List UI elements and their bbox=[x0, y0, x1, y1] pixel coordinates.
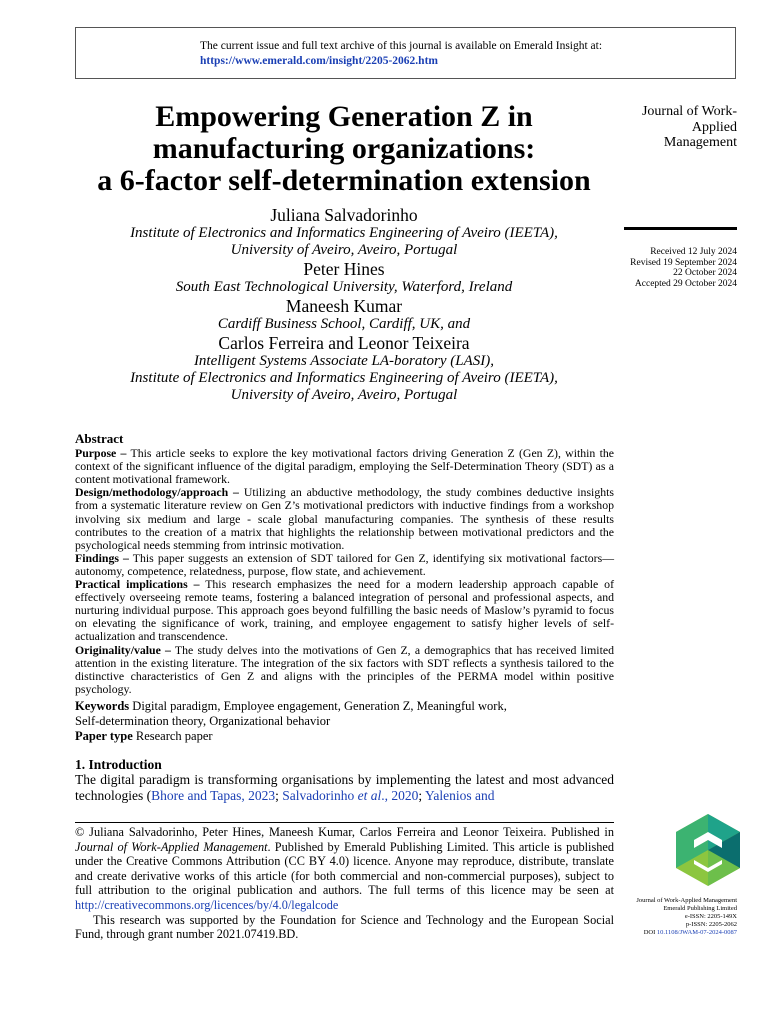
abstract-design bbox=[75, 486, 614, 551]
licence-link[interactable]: http://creativecommons.org/licences/by/4.0/legalcode bbox=[75, 897, 339, 912]
accepted-date: Accepted 29 October 2024 bbox=[634, 278, 737, 289]
author-affiliation: South East Technological University, Waterford, Ireland bbox=[175, 279, 513, 295]
emerald-logo-icon bbox=[674, 814, 742, 886]
journal-url-link[interactable]: https://www.emerald.com/insight/2205-2062.htm bbox=[200, 55, 438, 67]
intro-text: The digital paradigm is transforming organisations by implementing the latest and most advanced technologies ( bbox=[75, 772, 614, 803]
abstract-label: Practical implications – bbox=[75, 577, 200, 592]
abstract-label: Originality/value – bbox=[75, 642, 171, 657]
meta-eissn: e-ISSN: 2205-149X bbox=[684, 913, 737, 920]
side-divider bbox=[624, 227, 737, 230]
abstract-purpose bbox=[75, 447, 614, 486]
copyright-note bbox=[75, 825, 614, 913]
abstract-findings bbox=[75, 552, 614, 578]
author-affiliation: Institute of Electronics and Informatics Engineering of Aveiro (IEETA), bbox=[130, 370, 558, 386]
meta-publisher: Emerald Publishing Limited bbox=[663, 905, 737, 912]
revised-date: 22 October 2024 bbox=[673, 268, 737, 278]
abstract-section bbox=[75, 432, 614, 744]
keywords-text: Digital paradigm, Employee engagement, Generation Z, Meaningful work, bbox=[129, 698, 507, 713]
access-notice-box bbox=[75, 27, 736, 79]
footnote-divider bbox=[75, 822, 614, 823]
journal-title: Journal of Work-Applied Management bbox=[75, 839, 268, 854]
title-line: manufacturing organizations: bbox=[152, 132, 536, 165]
publication-meta bbox=[636, 897, 737, 937]
footnote bbox=[75, 825, 614, 942]
author-name: Peter Hines bbox=[303, 259, 385, 279]
abstract-text: This paper suggests an extension of SDT tailored for Gen Z, identifying six motivational factors—autonomy, competence, relatedness, purpose, flow state, and achievement. bbox=[75, 550, 615, 578]
doi-label: DOI bbox=[643, 929, 657, 936]
author-affiliation: University of Aveiro, Aveiro, Portugal bbox=[230, 242, 458, 258]
citation-link[interactable]: Yalenios and bbox=[425, 788, 495, 803]
abstract-text: The study delves into the motivations of Gen Z, a demographics that has received limited attention in the existing literature. The integration of the six factors with SDT reflects a synthesis tailored to the distinctive characteristics of Gen Z and aligns with the principles of the PERMA model within positive psychology. bbox=[75, 642, 614, 696]
author-affiliation: Intelligent Systems Associate LA-boratory (LASI), bbox=[193, 353, 495, 369]
meta-pissn: p-ISSN: 2205-2062 bbox=[685, 921, 737, 928]
copyright-text: . Published by Emerald Publishing Limited. This article is published under the Creative Commons Attribution (CC BY 4.0) licence. Anyone may reproduce, distribute, translate and create derivative works of this article (for both commercial and non-commercial purposes), subject to full attribution to the original publication and authors. The full terms of this licence may be seen at bbox=[75, 839, 614, 898]
meta-doi bbox=[636, 929, 737, 937]
citation-year: ., 2020 bbox=[381, 788, 419, 803]
funding-note: This research was supported by the Foundation for Science and Technology and the European Social Fund, through grant number 2021.07419.BD. bbox=[75, 912, 614, 942]
abstract-text: This research emphasizes the need for a modern leadership approach capable of effectively overseeing remote teams, fostering a balanced integration of personal and professional aspects, and nurturing individual purpose. This approach goes beyond fulfilling the basic needs of Maslow’s pyramid to focus on elevating the significance of work, training, and employee engagement to satisfy higher levels of self-actualization and transcendence. bbox=[75, 577, 614, 644]
access-notice-text bbox=[200, 39, 602, 69]
abstract-originality bbox=[75, 644, 614, 696]
author-affiliation: University of Aveiro, Aveiro, Portugal bbox=[230, 387, 458, 403]
citation-etal: et al bbox=[357, 788, 382, 803]
revised-date: Revised 19 September 2024 bbox=[630, 257, 737, 268]
keywords-text: Self-determination theory, Organizational behavior bbox=[75, 714, 331, 729]
abstract-label: Findings – bbox=[75, 550, 129, 565]
journal-name-line: Management bbox=[663, 135, 737, 150]
intro-paragraph bbox=[75, 772, 614, 804]
journal-name-line: Journal of Work- bbox=[641, 104, 737, 119]
abstract-practical bbox=[75, 578, 614, 643]
citation-link[interactable]: Bhore and Tapas, 2023 bbox=[151, 788, 276, 803]
abstract-text: This article seeks to explore the key motivational factors driving Generation Z (Gen Z), within the context of the significant influence of the digital paradigm, employing the Self-Determination Theory (SDT) as a content motivational framework. bbox=[75, 446, 614, 487]
citation-author: Salvadorinho bbox=[282, 788, 358, 803]
abstract-heading: Abstract bbox=[75, 431, 124, 446]
received-date: Received 12 July 2024 bbox=[650, 247, 737, 257]
author-affiliation: Institute of Electronics and Informatics Engineering of Aveiro (IEETA), bbox=[130, 225, 558, 241]
introduction-section bbox=[75, 757, 614, 804]
access-notice-line: The current issue and full text archive of this journal is available on Emerald Insight at: bbox=[200, 40, 603, 52]
paper-type-label: Paper type bbox=[75, 729, 133, 744]
paper-title bbox=[60, 101, 628, 197]
citation-separator: ; bbox=[418, 788, 426, 803]
citation-link[interactable] bbox=[282, 788, 418, 803]
author-name: Carlos Ferreira and Leonor Teixeira bbox=[218, 333, 470, 353]
abstract-label: Purpose – bbox=[75, 446, 127, 461]
author-affiliation: Cardiff Business School, Cardiff, UK, and bbox=[217, 316, 471, 332]
abstract-text: Utilizing an abductive methodology, the study combines deductive insights from a systematic literature review on Gen Z’s motivational predictors with inductive findings from a workshop involving six medium and large - scale global manufacturing companies. The synthesis of these results contributes to the creation of a matrix that highlights the relationship between motivational predictors and the psychological needs stemming from intrinsic motivation. bbox=[75, 485, 614, 552]
citation-separator: ; bbox=[275, 788, 283, 803]
author-name: Juliana Salvadorinho bbox=[270, 205, 418, 225]
title-line: a 6-factor self-determination extension bbox=[97, 164, 591, 197]
section-heading: 1. Introduction bbox=[75, 757, 162, 772]
abstract-label: Design/methodology/approach – bbox=[75, 485, 239, 500]
article-history bbox=[630, 247, 737, 289]
keywords-label: Keywords bbox=[75, 698, 130, 713]
copyright-text: © Juliana Salvadorinho, Peter Hines, Maneesh Kumar, Carlos Ferreira and Leonor Teixeira. Published in bbox=[75, 825, 614, 839]
paper-type-text: Research paper bbox=[132, 729, 213, 744]
author-name: Maneesh Kumar bbox=[285, 296, 403, 316]
meta-journal: Journal of Work-Applied Management bbox=[636, 897, 737, 904]
journal-name-line: Applied bbox=[691, 119, 737, 135]
doi-link[interactable]: 10.1108/JWAM-07-2024-0087 bbox=[656, 929, 737, 936]
keywords bbox=[75, 699, 614, 745]
author-block bbox=[60, 205, 628, 404]
title-line: Empowering Generation Z in bbox=[155, 100, 533, 133]
